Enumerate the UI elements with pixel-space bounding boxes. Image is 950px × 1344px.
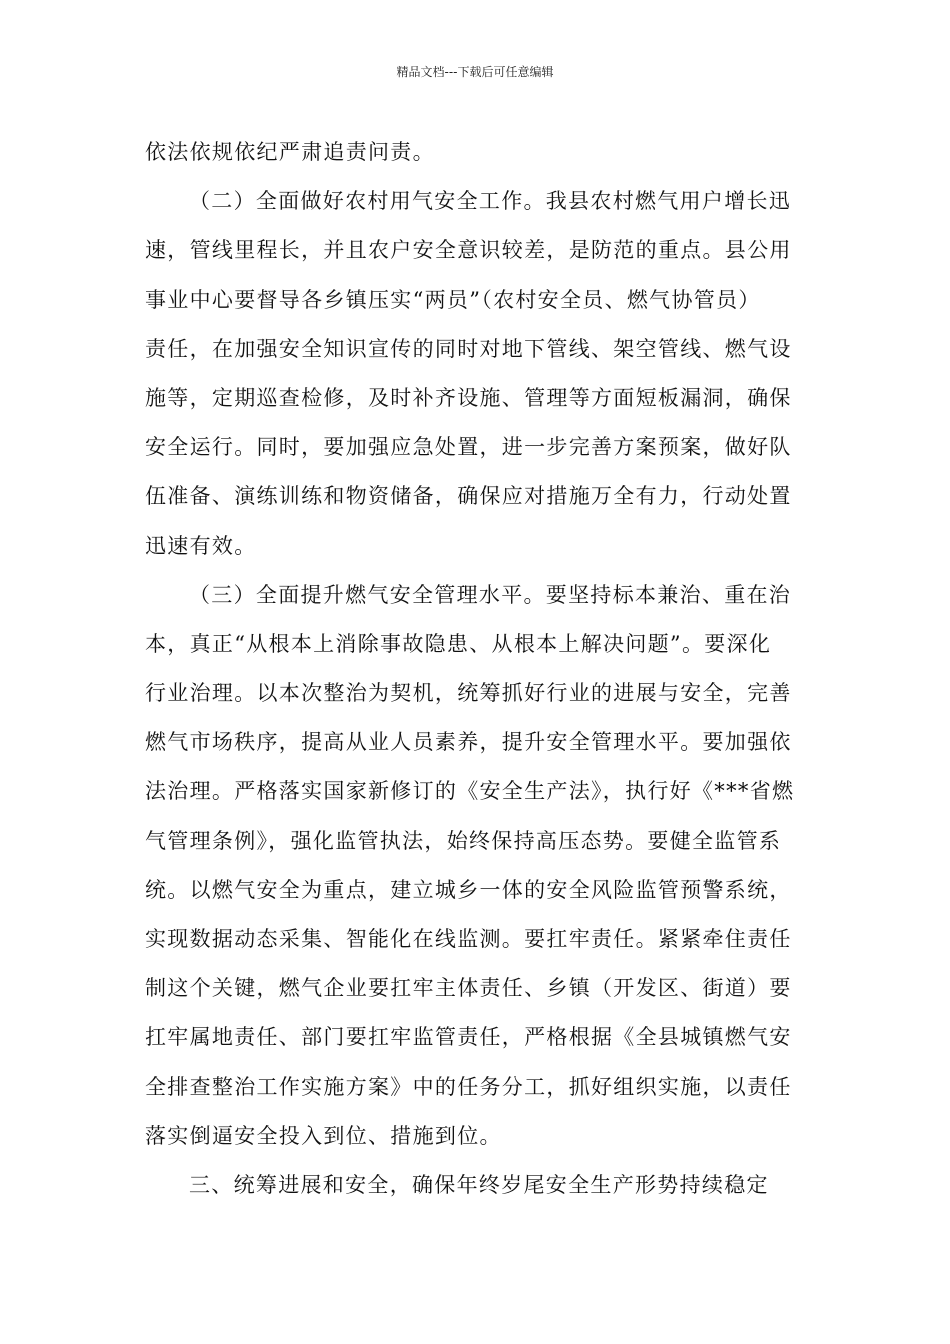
paragraph-line: 责任，在加强安全知识宣传的同时对地下管线、架空管线、燃气设 bbox=[145, 336, 792, 361]
paragraph-line: 扛牢属地责任、部门要扛牢监管责任，严格根据《全县城镇燃气安 bbox=[145, 1025, 792, 1050]
paragraph-line: （三）全面提升燃气安全管理水平。要坚持标本兼治、重在治 bbox=[189, 582, 792, 607]
paragraph-line: 法治理。严格落实国家新修订的《安全生产法》，执行好《***省燃 bbox=[145, 779, 795, 804]
paragraph-line: 统。以燃气安全为重点，建立城乡一体的安全风险监管预警系统， bbox=[145, 877, 792, 902]
paragraph-line: （二）全面做好农村用气安全工作。我县农村燃气用户增长迅 bbox=[189, 189, 792, 214]
paragraph-line: 制这个关键，燃气企业要扛牢主体责任、乡镇（开发区、街道）要 bbox=[145, 976, 792, 1001]
paragraph-line: 速，管线里程长，并且农户安全意识较差，是防范的重点。县公用 bbox=[145, 238, 792, 263]
paragraph-line: 依法依规依纪严肃追责问责。 bbox=[145, 140, 435, 164]
paragraph-line: 实现数据动态采集、智能化在线监测。要扛牢责任。紧紧牵住责任 bbox=[145, 927, 792, 951]
paragraph-line: 全排查整治工作实施方案》中的任务分工，抓好组织实施，以责任 bbox=[145, 1074, 792, 1099]
paragraph-line: 施等，定期巡查检修，及时补齐设施、管理等方面短板漏洞，确保 bbox=[145, 385, 792, 410]
paragraph-line: 迅速有效。 bbox=[145, 533, 257, 558]
document-body bbox=[145, 128, 807, 1210]
paragraph-line: 燃气市场秩序，提高从业人员素养，提升安全管理水平。要加强依 bbox=[145, 730, 792, 755]
paragraph-line: 本，真正“从根本上消除事故隐患、从根本上解决问题”。要深化 bbox=[145, 631, 772, 656]
paragraph-line: 事业中心要督导各乡镇压实“两员”（农村安全员、燃气协管员） bbox=[145, 287, 761, 312]
paragraph-line: 行业治理。以本次整治为契机，统筹抓好行业的进展与安全，完善 bbox=[145, 681, 792, 706]
paragraph-line: 安全运行。同时，要加强应急处置，进一步完善方案预案，做好队 bbox=[145, 435, 792, 460]
page-header: 精品文档---下载后可任意编辑 bbox=[396, 65, 554, 79]
paragraph-line: 气管理条例》，强化监管执法，始终保持高压态势。要健全监管系 bbox=[145, 828, 782, 853]
section-heading: 三、统筹进展和安全，确保年终岁尾安全生产形势持续稳定 bbox=[189, 1172, 769, 1197]
paragraph-line: 落实倒逼安全投入到位、措施到位。 bbox=[145, 1123, 502, 1148]
paragraph-line: 伍准备、演练训练和物资储备，确保应对措施万全有力，行动处置 bbox=[145, 484, 792, 509]
